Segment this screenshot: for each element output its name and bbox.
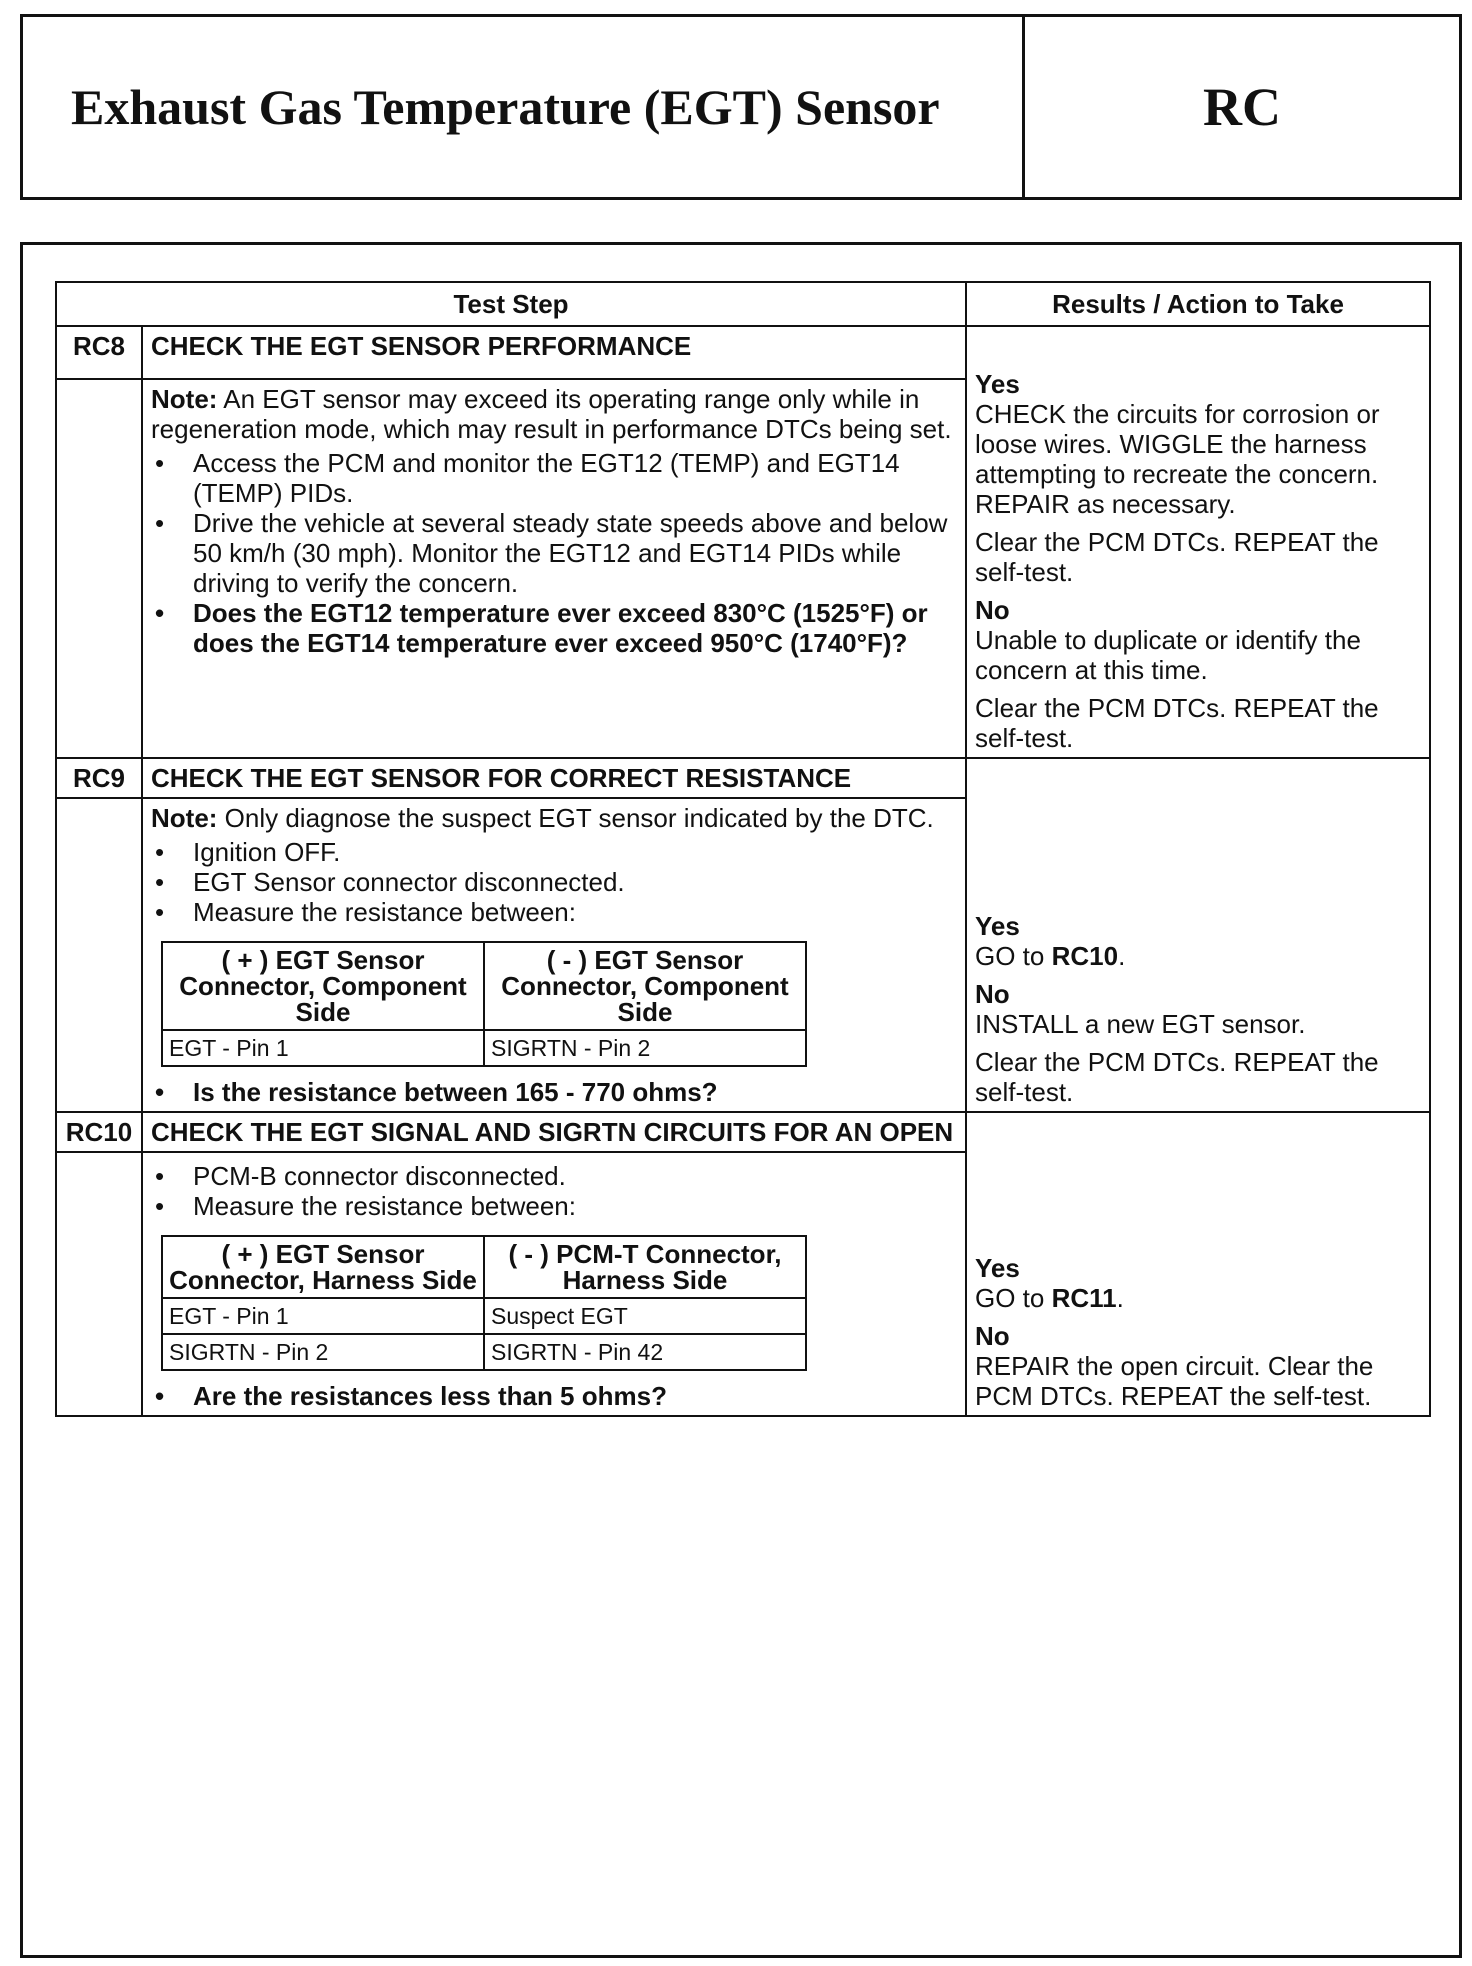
step-bullets bbox=[151, 837, 957, 927]
yes-label: Yes bbox=[975, 911, 1020, 941]
measurement-cell: Suspect EGT bbox=[484, 1298, 806, 1334]
test-step-header: Test Step bbox=[56, 282, 966, 326]
table-row bbox=[162, 1298, 806, 1334]
list-item: • Measure the resistance between: bbox=[151, 897, 957, 927]
step-results bbox=[966, 758, 1430, 1112]
yes-action: CHECK the circuits for corrosion or loose wires. WIGGLE the harness attempting to recreate the concern. REPAIR as necessary. bbox=[975, 399, 1380, 519]
step-body bbox=[142, 798, 966, 1112]
page-header bbox=[20, 14, 1462, 200]
content-frame bbox=[20, 242, 1462, 1958]
measurement-cell: EGT - Pin 1 bbox=[162, 1298, 484, 1334]
step-note bbox=[151, 803, 957, 833]
step-title: CHECK THE EGT SENSOR FOR CORRECT RESISTANCE bbox=[142, 758, 966, 798]
measurement-cell: SIGRTN - Pin 42 bbox=[484, 1334, 806, 1370]
step-bullets bbox=[151, 1161, 957, 1221]
yes-action: GO to RC10. bbox=[975, 941, 1126, 971]
no-action: Unable to duplicate or identify the concern at this time. bbox=[975, 625, 1361, 685]
yes-label: Yes bbox=[975, 1253, 1020, 1283]
yes-ref: RC10 bbox=[1051, 941, 1119, 971]
yes-label: Yes bbox=[975, 369, 1020, 399]
yes-ref: RC11 bbox=[1051, 1283, 1117, 1313]
measurement-cell: SIGRTN - Pin 2 bbox=[162, 1334, 484, 1370]
no-label: No bbox=[975, 595, 1010, 625]
step-title-row bbox=[56, 758, 1430, 798]
step-question: • Does the EGT12 temperature ever exceed 830°C (1525°F) or does the EGT14 temperature ever exceed 950°C (1740°F)? bbox=[151, 598, 957, 658]
step-title-row bbox=[56, 1112, 1430, 1152]
step-body bbox=[142, 379, 966, 758]
note-label: Note: bbox=[151, 803, 218, 833]
list-item: • PCM-B connector disconnected. bbox=[151, 1161, 957, 1191]
measurement-table bbox=[161, 1235, 807, 1371]
step-note bbox=[151, 384, 957, 444]
step-question: • Are the resistances less than 5 ohms? bbox=[151, 1381, 957, 1411]
table-row bbox=[162, 1334, 806, 1370]
step-id: RC9 bbox=[56, 758, 142, 798]
step-id: RC10 bbox=[56, 1112, 142, 1152]
step-results bbox=[966, 1112, 1430, 1416]
note-text: An EGT sensor may exceed its operating range only while in regeneration mode, which may result in performance DTCs being set. bbox=[151, 384, 952, 445]
yes-action: GO to RC11. bbox=[975, 1283, 1124, 1313]
list-item: • EGT Sensor connector disconnected. bbox=[151, 867, 957, 897]
measurement-header: ( + ) EGT Sensor Connector, Harness Side bbox=[162, 1236, 484, 1298]
step-body bbox=[142, 1152, 966, 1416]
section-code: RC bbox=[1203, 77, 1281, 137]
note-label: Note: bbox=[151, 384, 218, 415]
step-id: RC8 bbox=[56, 326, 142, 379]
measurement-header: ( - ) PCM-T Connector, Harness Side bbox=[484, 1236, 806, 1298]
no-label: No bbox=[975, 1321, 1010, 1351]
no-action: REPAIR the open circuit. Clear the PCM DTCs. REPEAT the self-test. bbox=[975, 1351, 1374, 1411]
list-item: • Measure the resistance between: bbox=[151, 1191, 957, 1221]
yes-action-2: Clear the PCM DTCs. REPEAT the self-test. bbox=[975, 527, 1379, 587]
no-action-2: Clear the PCM DTCs. REPEAT the self-test. bbox=[975, 693, 1379, 753]
measurement-cell: SIGRTN - Pin 2 bbox=[484, 1030, 806, 1066]
note-text: Only diagnose the suspect EGT sensor indicated by the DTC. bbox=[217, 803, 934, 833]
table-header-row bbox=[56, 282, 1430, 326]
measurement-header: ( - ) EGT Sensor Connector, Component Side bbox=[484, 942, 806, 1030]
table-row bbox=[162, 1030, 806, 1066]
list-item: • Drive the vehicle at several steady state speeds above and below 50 km/h (30 mph). Monitor the EGT12 and EGT14 PIDs while driving to verify the concern. bbox=[151, 508, 957, 598]
no-action: INSTALL a new EGT sensor. bbox=[975, 1009, 1306, 1039]
list-item: • Access the PCM and monitor the EGT12 (TEMP) and EGT14 (TEMP) PIDs. bbox=[151, 448, 957, 508]
step-title: CHECK THE EGT SIGNAL AND SIGRTN CIRCUITS FOR AN OPEN bbox=[142, 1112, 966, 1152]
step-title: CHECK THE EGT SENSOR PERFORMANCE bbox=[142, 326, 966, 379]
no-label: No bbox=[975, 979, 1010, 1009]
step-bullets bbox=[151, 448, 957, 658]
measurement-header: ( + ) EGT Sensor Connector, Component Side bbox=[162, 942, 484, 1030]
step-question: • Is the resistance between 165 - 770 ohms? bbox=[151, 1077, 957, 1107]
page-title: Exhaust Gas Temperature (EGT) Sensor bbox=[23, 17, 1025, 197]
results-header: Results / Action to Take bbox=[966, 282, 1430, 326]
step-title-row bbox=[56, 326, 1430, 379]
test-step-table bbox=[55, 281, 1431, 1417]
list-item: • Ignition OFF. bbox=[151, 837, 957, 867]
measurement-table bbox=[161, 941, 807, 1067]
no-action-2: Clear the PCM DTCs. REPEAT the self-test. bbox=[975, 1047, 1379, 1107]
step-results bbox=[966, 326, 1430, 758]
measurement-cell: EGT - Pin 1 bbox=[162, 1030, 484, 1066]
